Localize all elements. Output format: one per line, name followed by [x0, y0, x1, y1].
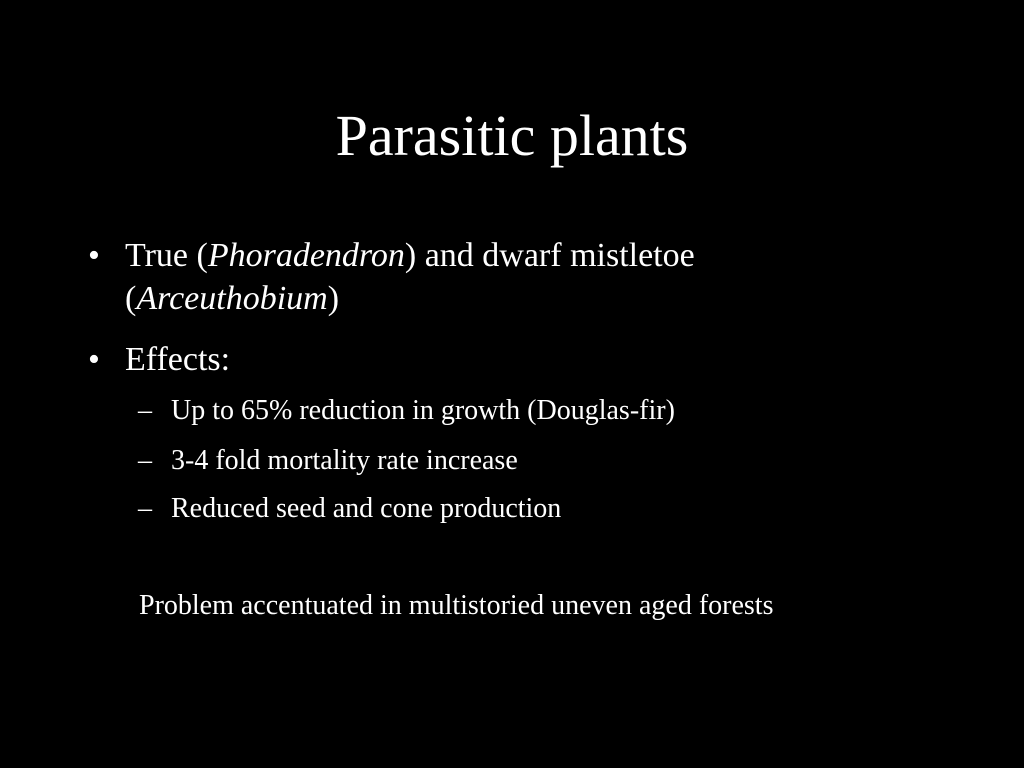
- dash-glyph: –: [138, 445, 152, 476]
- bullet-text-suffix: ): [327, 280, 340, 317]
- sub-bullet-text: 3-4 fold mortality rate increase: [171, 445, 518, 476]
- genus-name-phoradendron: Phoradendron: [207, 237, 405, 274]
- genus-name-arceuthobium: Arceuthobium: [136, 280, 328, 317]
- sub-bullet-text: Up to 65% reduction in growth (Douglas-fir): [171, 395, 675, 426]
- dash-glyph: –: [138, 395, 152, 426]
- slide-title: Parasitic plants: [335, 103, 689, 168]
- bullet-line-2: [125, 277, 945, 320]
- slide-note: Problem accentuated in multistoried uneven aged forests: [139, 590, 774, 621]
- dash-glyph: –: [138, 493, 152, 524]
- bullet-text-suffix: ) and dwarf mistletoe: [404, 237, 695, 274]
- sub-bullet-text: Reduced seed and cone production: [171, 493, 562, 524]
- bullet-text-prefix: True (: [125, 237, 208, 274]
- bullet-glyph: •: [88, 237, 100, 274]
- bullet-text: [125, 234, 945, 320]
- bullet-line-1: [125, 234, 945, 277]
- bullet-text: Effects:: [125, 341, 231, 378]
- bullet-text-prefix: (: [125, 280, 137, 317]
- bullet-glyph: •: [88, 341, 100, 378]
